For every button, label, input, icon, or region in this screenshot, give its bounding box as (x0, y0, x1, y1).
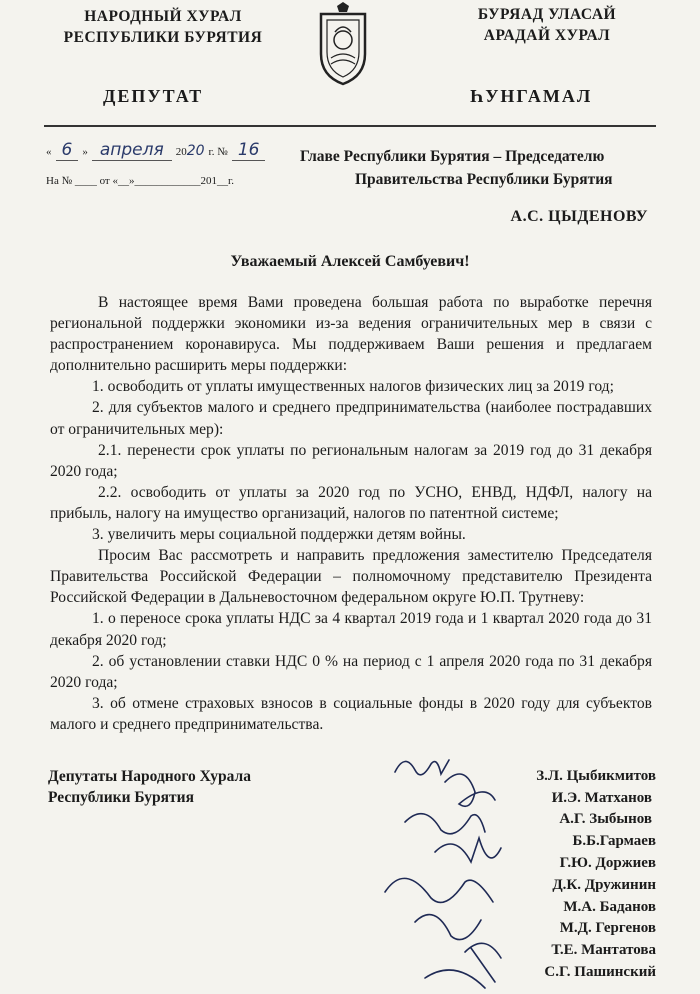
signatory-8: М.Д. Гергенов (559, 920, 656, 936)
coat-of-arms-buryatia-icon (313, 2, 373, 88)
signatory-10: С.Г. Пашинский (544, 964, 656, 980)
signatory-6: Д.К. Дружинин (552, 877, 656, 893)
signatory-2: И.Э. Матханов (551, 790, 652, 806)
paragraph-item-3: 3. увеличить меры социальной поддержки детям войны. (92, 526, 466, 544)
year-label: г. № (208, 146, 228, 158)
reference-line: « 6 » апреля 2020 г. № 16 (46, 140, 306, 166)
signatory-9: Т.Е. Мантатова (551, 942, 656, 958)
signatory-4: Б.Б.Гармаев (572, 833, 656, 849)
paragraph-request-3: 3. об отмене страховых взносов в социальные фонды в 2020 году для субъектов малого и среднего предпринимательства. (50, 694, 652, 733)
date-month: апреля (92, 140, 172, 161)
title-deputat: ДЕПУТАТ (103, 86, 204, 106)
signatory-5: Г.Ю. Доржиев (559, 855, 656, 871)
addressee-name: А.С. ЦЫДЕНОВУ (510, 208, 648, 225)
paragraph-request-2: 2. об установлении ставки НДС 0 % на период с 1 апреля 2020 года по 31 декабря 2020 года; (50, 652, 652, 691)
paragraph-request: Просим Вас рассмотреть и направить предложения заместителю Председателя Правительства Российской Федерации – полномочному представителю Президента Российской Федерации в Дальневосточном федеральном округе Ю.П. Трутневу: (50, 547, 652, 607)
paragraph-request-1: 1. о переносе срока уплаты НДС за 4 квартал 2019 года и 1 квартал 2020 года до 31 декабря 2020 год; (50, 610, 652, 649)
paragraph-item-2-2: 2.2. освободить от уплаты за 2020 год по УСНО, ЕНВД, НДФЛ, налогу на прибыль, налогу на имущество организаций, налогов по патентной системе; (50, 483, 652, 522)
year-prefix: 20 (175, 146, 187, 158)
signatory-3: А.Г. Зыбынов (559, 811, 652, 827)
org-name-buryat (432, 4, 662, 46)
signoff-line1: Депутаты Народного Хурала (48, 768, 251, 785)
paragraph-item-1: 1. освободить от уплаты имущественных налогов физических лиц за 2019 год; (92, 378, 614, 396)
signoff-line2: Республики Бурятия (48, 789, 194, 806)
handwritten-signatures (375, 752, 525, 992)
letter-body (50, 292, 652, 735)
addressee-line2: Правительства Республики Бурятия (355, 171, 613, 188)
addressee-line1: Главе Республики Бурятия – Председателю (300, 148, 605, 165)
org-name-russian (48, 6, 278, 48)
reference-line2: На № ____ от «__»____________201__г. (46, 175, 235, 187)
date-day: 6 (56, 140, 79, 161)
doc-number: 16 (232, 140, 266, 161)
org-name-buryat-line2: АРАДАЙ ХУРАЛ (483, 27, 611, 44)
paragraph-intro: В настоящее время Вами проведена большая работа по выработке перечня региональной поддержки экономики из-за ведения ограничительных мер в связи с распространением коронавируса. Мы поддерживаем Ваши решения и предлагаем дополнительно расширить меры поддержки: (50, 294, 652, 375)
org-name-line2: РЕСПУБЛИКИ БУРЯТИЯ (63, 29, 263, 46)
salutation: Уважаемый Алексей Самбуевич! (230, 253, 470, 270)
signoff (48, 766, 251, 808)
org-name-buryat-line1: БУРЯАД УЛАСАЙ (477, 6, 617, 23)
paragraph-item-2-1: 2.1. перенести срок уплаты по региональным налогам за 2019 год до 31 декабря 2020 года; (50, 441, 652, 480)
year-suffix: 20 (186, 143, 205, 159)
org-name-line1: НАРОДНЫЙ ХУРАЛ (84, 8, 242, 25)
title-hungamal: ҺУНГАМАЛ (470, 86, 593, 106)
signatory-1: З.Л. Цыбикмитов (536, 768, 656, 784)
header-divider (44, 125, 656, 127)
signatory-7: М.А. Баданов (563, 899, 656, 915)
paragraph-item-2: 2. для субъектов малого и среднего предпринимательства (наиболее пострадавших от ограничительных мер): (50, 399, 652, 438)
